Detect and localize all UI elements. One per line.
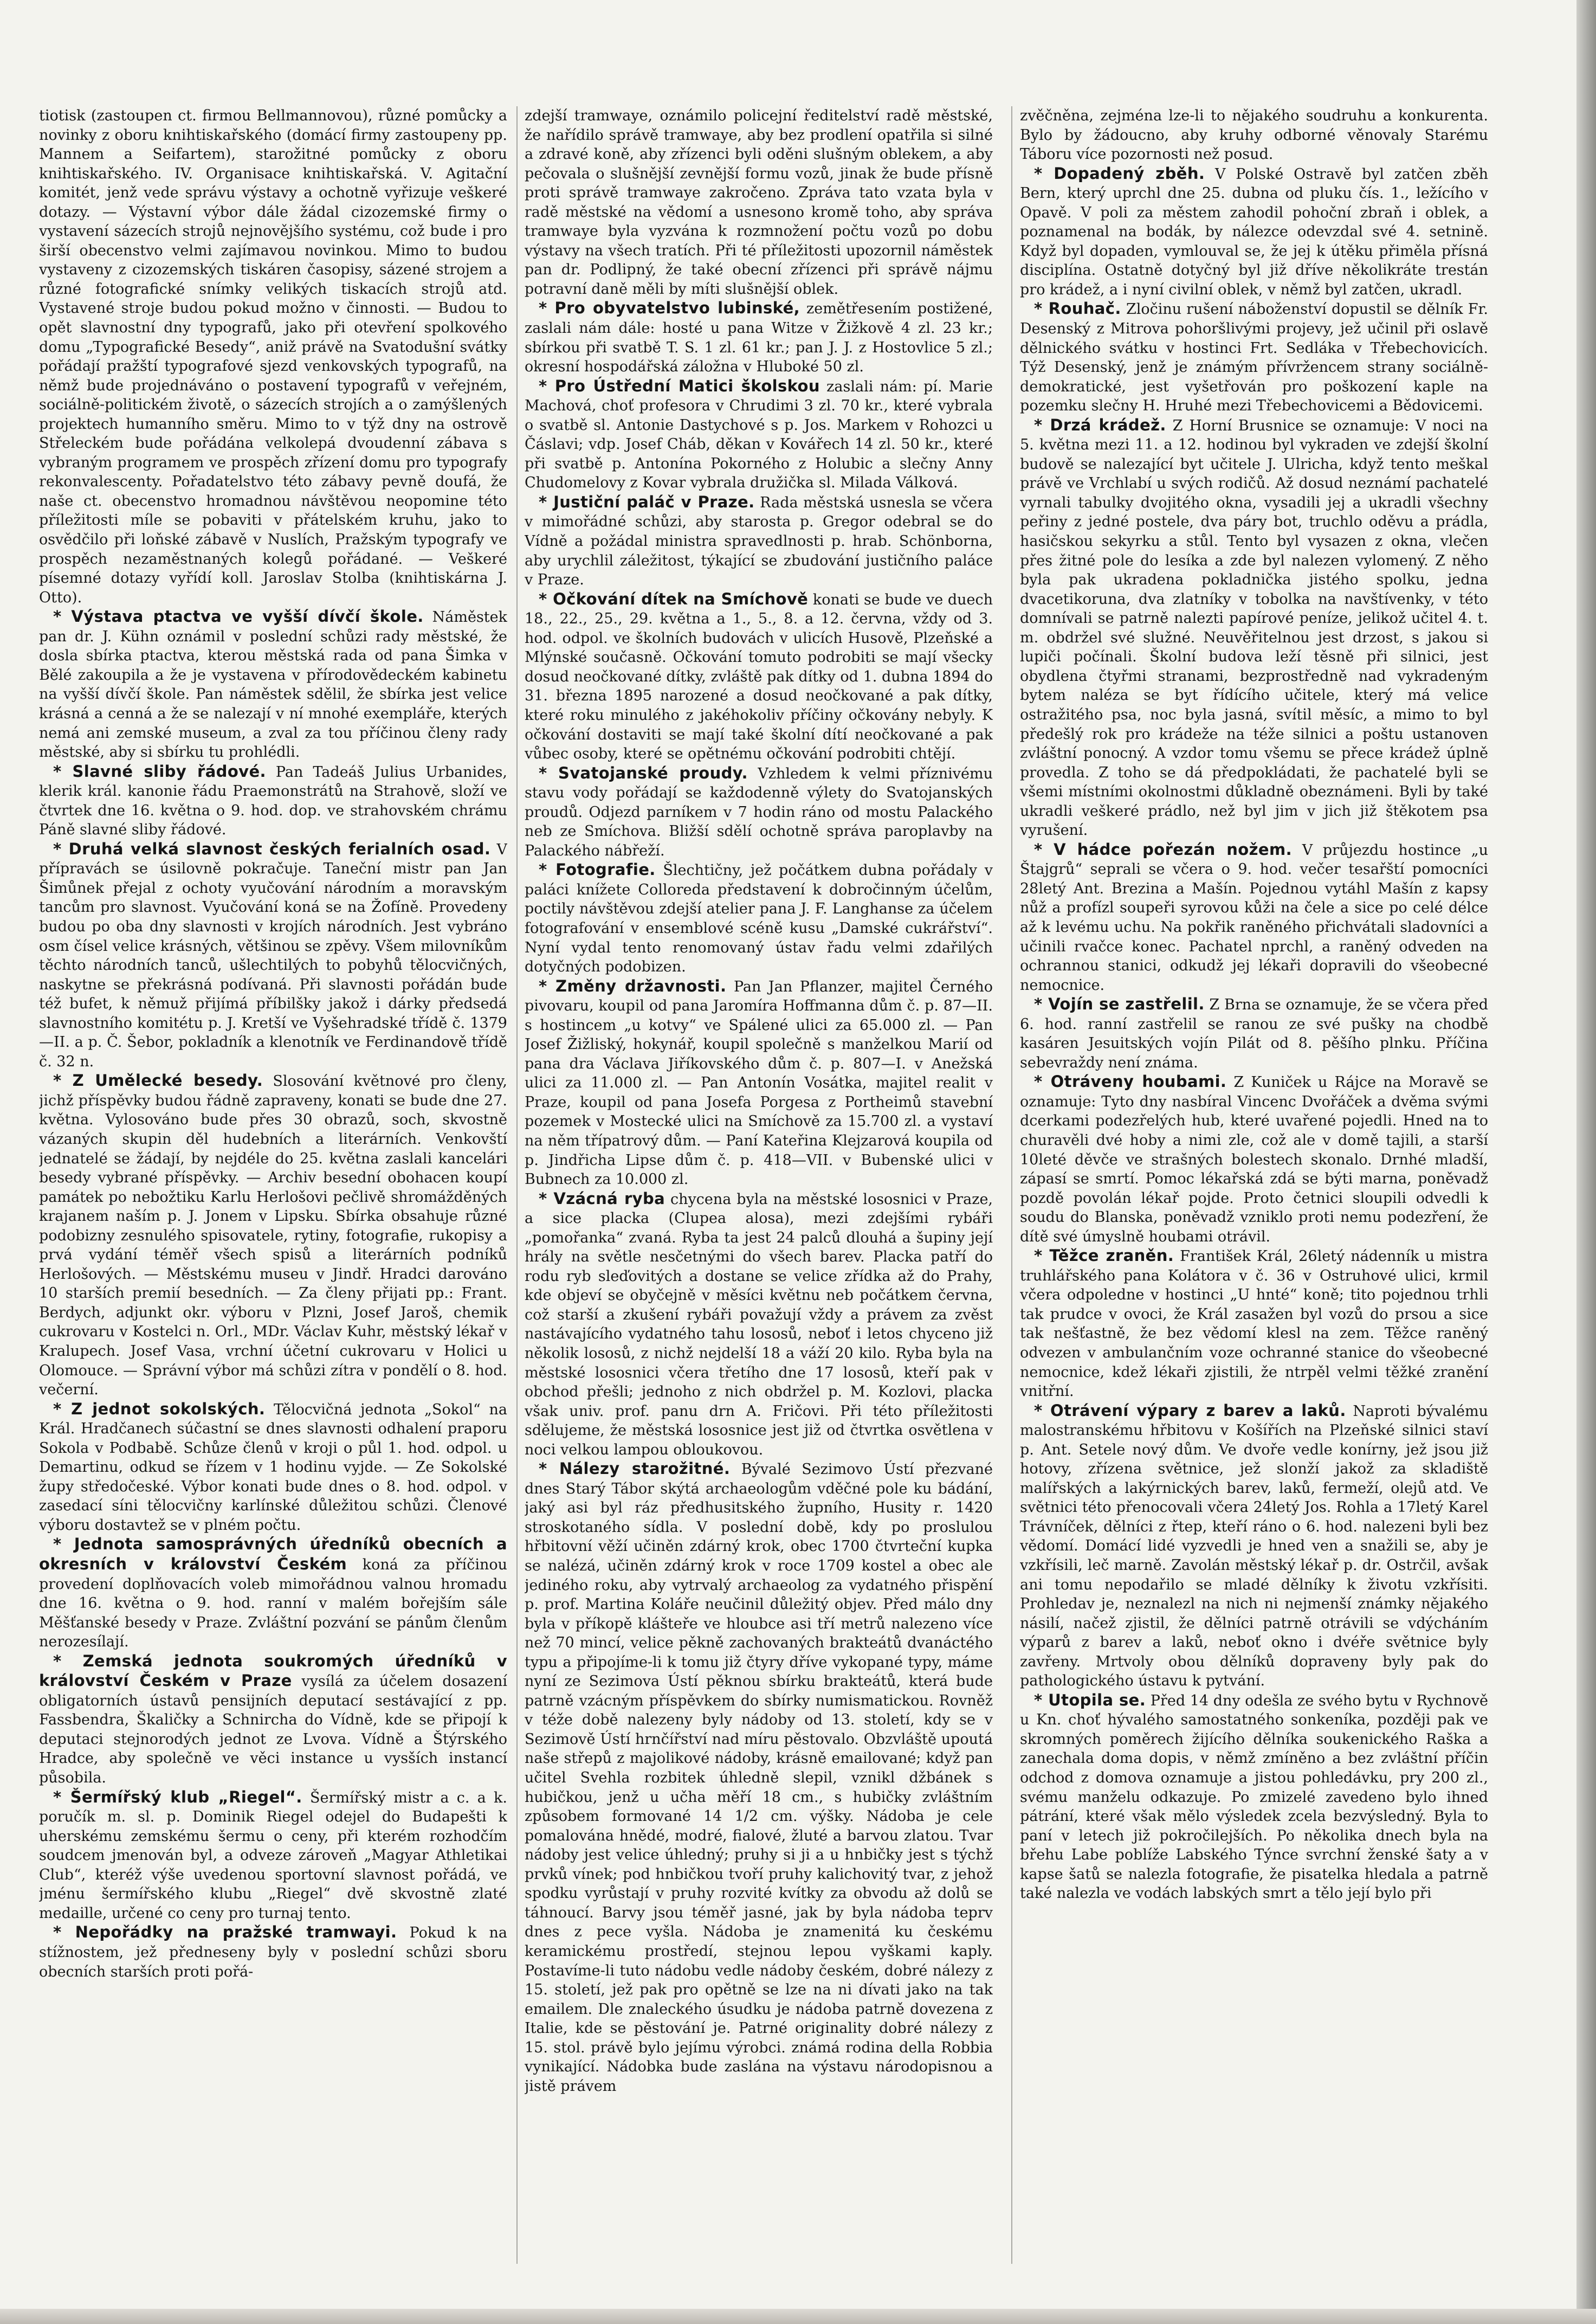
news-item	[525, 493, 993, 590]
news-item-body: Bývalé Sezimovo Ústí přezvané dnes Starý Tábor skýtá archaeologům vděčné pole ku bádání, jaký asi byl ráz předhusitského župního, Husity r. 1420 stroskotaného sídla. V poslední době, kdy po proslulou hřbitovní věží učiněn zdárný krok, obec 1700 čtvrteční kupka se nalézá, učiněn zdárný krok v roce 1709 kostel a obec ale jediného roku, aby vytrvalý archaeolog za vydatného přispění p. prof. Martina Koláře neučinil důležitý objev. Před málo dny byla v příkopě klášteře ve hloubce asi tří metrů nalezeno více než 70 mincí, velice pěkně zachovaných brakteátů dvanáctého typu a připojíme-li k tomu již čtyry dříve vykopané typy, máme nyní ze Sezimova Ústí pěknou sbírku brakteátů, která bude patrně vzácným příspěvkem do sbírky numismatickou. Rovněž v téže době nalezeny byly nádoby od 13. století, kdy se v Sezimově Ústí hrnčířství nad míru pěstovalo. Obzvláště upoutá naše střepů z majolikové nádoby, krásně emailované; když pan učitel Svehla rozbitek úhledně slepil, vznikl džbánek s hubičkou, jenž u učha měří 18 cm., s hubičky zvláštním způsobem formované 14 1/2 cm. výšky. Nádoba je cele pomalována hnědé, modré, fialové, žluté a barvou zlatou. Tvar nádoby jest velice úhledný; pruhy si ji a u hnbičky jest s týchž prvků vínek; pod hnbičkou tvoří pruhy kalichovitý tvar, z jehož spodku vyrůstají v pruhy rozvité kvítky za obvodu až dolů se táhnoucí. Barvy jsou téměř jasné, jak by byla nádoba teprv dnes z pece vyšla. Nádoba je znamenitá ku českému keramickému prostředí, stejnou lepou vyškami kaply. Postavíme-li tuto nádobu vedle nádoby českém, dobré nálezy z 15. století, jež pak pro opětně se lze na ni dívati jako na tak emailem. Dle znaleckého úsudku je nádoba patrně dovezena z Italie, kde se pěstování je. Patrné originality dobré nálezy z 15. stol. právě bylo jejímu výrobci. známá rodina della Robbia vynikající. Nádobka bude zaslána na výstavu národopisnou a jistě právem	[525, 1461, 993, 2095]
news-item-headline: * Otráveny houbami.	[1034, 1072, 1227, 1091]
news-item-body: Rada městská usnesla se včera v mimořádné schůzi, aby starosta p. Gregor odebral se do Vídně a požádal ministra spravedlnosti p. hrab. Schönborna, aby urychlil záležitost, týkající se zbudování justičního paláce v Praze.	[525, 494, 993, 589]
text-column-right	[1020, 106, 1488, 2269]
news-item-body: Z Brna se oznamuje, že se včera před 6. hod. ranní zastřelil se ranou ze své pušky na chodbě kasáren Jesuitských vojín Pilát od 8. pěšího plnku. Příčina sebevraždy není známa.	[1020, 996, 1488, 1071]
news-item-body: zemětřesením postižené, zaslali nám dále: hosté u pana Witze v Žižkově 4 zl. 23 kr.; sbírkou při svatbě T. S. 1 zl. 61 kr.; pan J. J. z Hostovlice 5 zl.; okresní hospodářská záložna v Hluboké 50 zl.	[525, 300, 993, 376]
news-item-headline: * Šermířský klub „Riegel“.	[53, 1787, 302, 1806]
news-item-headline: * Nálezy starožitné.	[539, 1459, 731, 1478]
continued-paragraph: tiotisk (zastoupen ct. firmou Bellmannovou), různé pomůcky a novinky z oboru knihtiskařského (domácí firmy zastoupeny pp. Mannem a Seifartem), starožitné pomůcky z oboru knihtiskařského. IV. Organisace knihtiskařská. V. Agitační komitét, jenž vede správu výstavy a ochotně vyřizuje veškeré dotazy. — Výstavní výbor dále žádal cizozemské firmy o vystavení sázecích strojů nejnovějšího systému, což bude i pro širší obecenstvo velmi zajímavou novinkou. Mimo to budou vystaveny z cizozemských tiskáren časopisy, sázené strojem a různé fotografické snímky velikých tiskacích strojů atd. Vystavené stroje budou pokud možno v činnosti. — Budou to opět slavnostní dny typografů, jako při otevření spolkového domu „Typografické Besedy“, aniž právě na Svatodušní svátky pořádají pražští typografové sjezd venkovských typografů, na němž bude projednáváno o postavení typografů v veřejném, sociálně-politickém životě, o sázecích strojích a o zamýšlených projektech humanního směru. Mimo to v týž dny na ostrově Střeleckém bude pořádána velkolepá dvoudenní zábava s vybraným programem ve prospěch zřízení domu pro typografy rekonvalescenty. Pořadatelstvo této zábavy pevně doufá, že naše ct. obecenstvo hromadnou návštěvou neopomine této příležitosti míle se pobaviti v přátelském kruhu, jako to osvědčilo při loňské zábavě v Nuslích, Pražským typografy ve prospěch nezaměstnaných kolegů pořádané. — Veškeré písemné dotazy vyřídí koll. Jaroslav Stolba (knihtiskárna J. Otto).	[39, 107, 507, 606]
news-item-headline: * Druhá velká slavnost českých ferialních osad.	[53, 839, 491, 858]
news-item-body: chycena byla na městské lososnici v Praze, a sice placka (Clupea alosa), mezi zdejšími rybáři „pomořanka“ zvaná. Ryba ta jest 24 palců dlouhá a šupiny její hrály na světle nesčetnými do všech barev. Placka patří do rodu ryb sleďovitých a dostane se velice zřídka až do Prahy, kde objeví se obyčejně v měsíci květnu neb počátkem června, což starší a zkušení rybáři považují vždy a právem za zvěst nastávajícího vydatného tahu lososů, neboť i letos chyceno již několik lososů, z nichž nejdelší 18 a váží 20 kilo. Ryba byla na městské lososnici včera třetího dne 17 lososů, kteří pak v obchod přešli; jednoho z nich obdržel p. M. Kozlovi, placka však univ. prof. panu drn A. Fričovi. Při této příležitosti sdělujeme, že městská lososnice jest již od čtvrtka osvětlena v noci velkou lampou obloukovou.	[525, 1190, 993, 1458]
news-item-body: Pan Jan Pflanzer, majitel Černého pivovaru, koupil od pana Jaromíra Hoffmanna dům č. p. 87—II. s hostincem „u kotvy“ ve Spálené ulici za 65.000 zl. — Pan Josef Žižliský, hokynář, koupil společně s manželkou Marií od pana dra Václava Jiříkovského dům č. p. 807—I. v Anežská ulici za 11.000 zl. — Pan Antonín Vosátka, majitel realit v Praze, koupil od pana Josefa Porgesa z Portheimů stavební pozemek v Mostecké ulici na Smíchově za 15.700 zl. a vystaví na něm třípatrový dům. — Paní Kateřina Klejzarová koupila od p. Jindřicha Lipse dům č. p. 418—VII. v Bubenské ulici v Bubnech za 10.000 zl.	[525, 978, 993, 1188]
news-item-headline: * Jednota samosprávných úředníků obecních a okresních v království Českém	[39, 1535, 507, 1574]
news-item	[525, 377, 993, 493]
news-item	[1020, 1072, 1488, 1246]
news-item	[39, 607, 507, 762]
news-item-headline: * Svatojanské proudy.	[539, 763, 748, 782]
text-column-left	[39, 106, 507, 2269]
news-item	[1020, 416, 1488, 840]
news-item-body: zaslali nám: pí. Marie Machová, choť profesora v Chrudimi 3 zl. 70 kr., které vybrala o svatbě sl. Antonie Dastychové s p. Jos. Markem v Rohozci u Čáslavi; vdp. Josef Cháb, děkan v Kovářech 14 zl. 50 kr., které při svatbě p. Antonína Pokorného z Holubic a slečny Anny Chudomelovy z Kovar vybrala družička sl. Milada Válková.	[525, 378, 993, 492]
column-divider	[516, 106, 518, 2264]
news-item-headline: * Nepořádky na pražské tramwayi.	[53, 1923, 397, 1942]
news-item-body: Vzhledem k velmi příznivému stavu vody pořádají se každodenně výlety do Svatojanských proudů. Odjezd parníkem v 7 hodin ráno od mostu Palackého neb ze Smíchova. Bližší sdělí ochotně správa paroplavby na Palackého nábřeží.	[525, 765, 993, 859]
news-item	[39, 840, 507, 1072]
news-item	[39, 1788, 507, 1923]
news-item-headline: * Slavné sliby řádové.	[53, 762, 266, 781]
news-item-body: František Král, 26letý nádenník u mistra truhlářského pana Kolátora v č. 36 v Ostruhové ulici, krmil včera odpoledne v hostinci „U hnté“ koně; tito pojednou trhli tak prudce v ovoci, že Král zasažen byl vozů do prsou a sice tak nešťastně, že bez vědomí klesl na zem. Těžce raněný odvezen v ambulančním voze ochranné stanice do všeobecné nemocnice, kdež lékaři zjistili, že ntrpěl velmi těžké zranění vnitřní.	[1020, 1248, 1488, 1400]
news-item	[1020, 840, 1488, 995]
news-item-headline: * Očkování dítek na Smíchově	[539, 589, 809, 608]
news-item-headline: * Vojín se zastřelil.	[1034, 995, 1205, 1014]
news-item-body: V průjezdu hostince „u Štajgrů“ seprali se včera o 9. hod. večer tesařští pomocníci 28letý Ant. Brezina a Mašín. Pojednou vytáhl Mašín z kapsy nůž a profízl soupeři syrovou kůži na čele a sice po celé délce až k levému uchu. Na pokřik raněného přichvátali sladovníci a učinili rvačce konec. Pachatel nprchl, a raněný odveden na ochrannou stanici, odkudž jej lékaři dopravili do všeobecné nemocnice.	[1020, 841, 1488, 994]
news-item	[525, 590, 993, 764]
continued-paragraph: zvěčněna, zejména lze-li to nějakého soudruhu a konkurenta. Bylo by žádoucno, aby kruhy odborné věnovaly Starému Táboru více pozornosti než posud.	[1020, 107, 1488, 163]
news-item-headline: * Pro obyvatelstvo lubinské,	[539, 299, 800, 318]
news-item-headline: * Rouhač.	[1034, 299, 1121, 318]
news-item-headline: * V hádce pořezán nožem.	[1034, 840, 1292, 859]
news-item-body: koná za příčinou provedení doplňovacích voleb mimořádnou valnou hromadu dne 16. května o 9. hod. ranní v malém bořejším sále Měšťanské besedy v Praze. Zvláštní pozvání se pánům členům nerozesílají.	[39, 1556, 507, 1651]
news-item-body: Z Horní Brusnice se oznamuje: V noci na 5. května mezi 11. a 12. hodinou byl vykraden ve zdejší školní budově se nalezající byt učitele J. Ulricha, když tento meškal právě ve Vrchlabí u svých rodičů. Až dosud neznámí pachatelé vyrnali tabulky dvojitého okna, vysadili jej a ukradli všechny peřiny z jedné postele, dva páry bot, truchlo oděvu a prádla, hasičskou sekyrku a stůl. Tento byl vysazen z okna, vlečen přes žitné pole do lesíka a zde byl nalezen vylomený. Z něho byla pak ukradena pokladnička jistého spolku, jedna dvacetikoruna, dva zlatníky v tobolka na navštívenky, v této domnívali se patrně nalezti papírové peníze, jelikož učitel 4. t. m. obdržel své služné. Neuvěřitelnou jest drzost, s jakou si lupiči počínali. Školní budova leží těsně při silnici, jest obydlena čtyřmi stranami, bezprostředně nad vykradeným bytem naléza se byt řídícího učitele, který má velice ostražitého psa, noc byla jasná, svítil měsíc, a mimo to byl předešlý rok pro krádeže na téže silnici a poštu ustanoven zvláštní ponocný. A vzdor tomu všemu se přece krádež úplně provedla. Z toho se dá předpokládati, že pachatelé byli se všemi místními okolnostmi důkladně obeznámeni. Byli by také ukradli veškeré prádlo, než byl jim v jich již štěkotem psa vyrušení.	[1020, 417, 1488, 839]
news-item	[39, 1923, 507, 1981]
news-item-body: Slosování květnové pro členy, jichž příspěvky budou řádně zapraveny, konati se bude dne 27. května. Vylosováno bude přes 30 obrazů, soch, skvostně vázaných skupin děl hudebních a literárních. Venkovští jednatelé se žádají, by nejdéle do 25. května zaslali kancelári besedy vybrané příspěvky. — Archiv besední obohacen koupí památek po nebožtiku Karlu Herlošovi pečlivě shromážděných krajanem naším p. J. Jonem v Lipsku. Sbírka obsahuje různé podobizny zesnulého spisovatele, rytiny, fotografie, rukopisy a prvá vydání téměř všech spisů a literárních podníků Herlošových. — Městskému museu v Jindř. Hradci darováno 10 starších premií besedních. — Za členy přijati pp.: Frant. Berdych, adjunkt okr. výboru v Plzni, Josef Jaroš, chemik cukrovaru v Kostelci n. Orl., MDr. Václav Kuhr, městský lékař v Kralupech. Josef Vasa, vrchní účetní cukrovaru v Holici u Olomouce. — Správní výbor má schůzi zítra v pondělí o 8. hod. večerní.	[39, 1073, 507, 1399]
news-item	[39, 762, 507, 840]
news-item-headline: * Zemská jednota soukromých úředníků v království Českém v Praze	[39, 1651, 507, 1690]
news-item-headline: * Těžce zraněn.	[1034, 1246, 1174, 1265]
news-item-headline: * Drzá krádež.	[1034, 415, 1166, 434]
news-item-headline: * Změny državnosti.	[539, 976, 727, 995]
scan-edge-right	[1576, 0, 1596, 2324]
news-item	[39, 1535, 507, 1651]
news-item-headline: * Utopila se.	[1034, 1690, 1146, 1709]
news-item-body: Naproti bývalému malostranskému hřbitovu v Košířích na Plzeňské silnici staví p. Ant. Setele nový dům. Ve dvoře vedle konírny, jež jsou již hotovy, zřízena světnice, jež slonží jakož za skladiště malířských a lakýrnických barev, laků, fermeží, olejů atd. Ve světnici této přenocovali včera 24letý Jos. Rohla a 17letý Karel Trávníček, dělníci z řtep, kteří ráno o 6. hod. nalezeni byli bez vědomí. Domácí lidé vyzvedli je hned ven a snažili se, aby je vzkřísili, leč marně. Zavolán městský lékař p. dr. Ostrčil, avšak ani tomu nepodařilo se mladé dělníky k životu vzkřísiti. Prohledav je, neznalezl na nich ni nejmenší známky nějakého násilí, načež zjistil, že dělníci patrně otrávili se vdýcháním výparů z barev a laků, neboť okno i dvéře světnice byly zavřeny. Mrtvoly obou dělníků dopraveny byly pak do pathologického ústavu k pytvání.	[1020, 1402, 1488, 1690]
news-item	[525, 860, 993, 976]
news-item	[525, 299, 993, 376]
news-item	[1020, 164, 1488, 300]
news-item	[1020, 299, 1488, 415]
news-item-body: Pan Tadeáš Julius Urbanides, klerik král. kanonie řádu Praemonstrátů na Strahově, složí ve čtvrtek dne 16. května o 9. hod. dop. ve strahovském chrámu Páně slavné sliby řádové.	[39, 763, 507, 839]
news-item-body: Tělocvičná jednota „Sokol“ na Král. Hradčanech súčastní se dnes slavnosti odhalení praporu Sokola v Podbabě. Schůze členů v kroji o půl 1. hod. odpol. u Demartinu, odkud se řízem v 1 hodinu vyjde. — Ze Sokolské župy středočeské. Výbor konati bude dnes o 8. hod. odpol. v zasedací síni tělocvičny karlínské důležitou schůzi. Členové výboru dostavtež se v plném počtu.	[39, 1401, 507, 1534]
news-item-body: Náměstek pan dr. J. Kühn oznámil v poslední schůzi rady městské, že dosla sbírka ptactva, kterou městská rada od pana Šimka v Bělé zakoupila a že je vystavena v přírodovědeckém kabinetu na vyšší dívčí škole. Pan náměstek sdělil, že sbírka jest velice krásná a cenná a že se nalezají v ní mnohé exempláře, kterých nemá ani zemské museum, a zval za tou příčinou členy rady městské, aby si sbírku tu prohlédli.	[39, 609, 507, 761]
news-item-body: vysílá za účelem dosazení obligatorních ústavů pensijních deputací sestávající z pp. Fassbendra, Škaličky a Schnircha do Vídně, kde se připojí k deputaci stejnorodých jednot ze Lvova. Vídně a Štýrského Hradce, aby společně ve věci instance u vysších instancí působila.	[39, 1673, 507, 1787]
news-item-headline: * Z jednot sokolských.	[53, 1399, 266, 1418]
continued-paragraph: zdejší tramwaye, oznámilo policejní ředitelství radě městské, že nařídilo správě tramwaye, aby bez prodlení opatřila si silné a zdravé koně, aby zřízenci byli oděni slušným oblekem, a aby pečovala o slušnější zevnější formu vozů, jinak že bude přísně proti správě tramwaye zakročeno. Zpráva tato vzata byla v radě městské na vědomí a usnesono kromě toho, aby správa tramwaye byla vyzvána k rozmnožení počtu vozů po dobu výstavy na všech tratích. Při té příležitosti upozornil náměstek pan dr. Podlipný, že také obecní zřízenci při správě nájmu potravní daně měli by míti slušnější oblek.	[525, 107, 993, 298]
news-item	[39, 1400, 507, 1535]
news-item	[1020, 995, 1488, 1072]
news-item	[1020, 1246, 1488, 1401]
news-item	[525, 977, 993, 1189]
news-item-headline: * Vzácná ryba	[539, 1189, 665, 1208]
news-item	[525, 764, 993, 861]
news-item-body: Šermířský mistr a c. a k. poručík m. sl. p. Dominik Riegel odejel do Budapešti k uherskému zemskému šermu o ceny, při kterém rozhodčím soudcem jmenován byl, a odveze zároveň „Magyar Athletikai Club“, kteréž výše uvedenou sportovní slavnost pořádá, ve jménu šermířského klubu „Riegel“ dvě skvostně zlaté medaille, určené co ceny pro turnaj tento.	[39, 1789, 507, 1922]
news-item	[525, 1189, 993, 1460]
news-item	[39, 1071, 507, 1399]
news-item-body: Z Kuniček u Rájce na Moravě se oznamuje: Tyto dny nasbíral Vincenc Dvořáček a dvěma svými dcerkami podezřelých hub, které uvařené pojedli. Hned na to churavěli dvé hoby a nimi zle, což ale v domě tajili, a starší 10leté děvče ve strašných bolestech skonalo. Drnhé mladší, zápasí se smrtí. Pomoc lékařská zdá se býti marna, poněvadž pozdě povolán lékař pojde. Proto četnici sloupili odvedli k soudu do Blanska, poněvadž vzniklo proti nemu podezření, že dítě své úmyslně houbami otrávil.	[1020, 1074, 1488, 1245]
news-item-body: konati se bude ve duech 18., 22., 25., 29. května a 1., 5., 8. a 12. června, vždy od 3. hod. odpol. ve školních budovách v ulicích Husově, Plzeňské a Mlýnské současně. Očkování tomuto podrobiti se mají všecky dosud neočkované dítky, zvláště pak dítky od 1. dubna 1894 do 31. března 1895 narozené a dosud neočkované a pak dítky, které roku minulého z jakéhokoliv příčiny očkovány nebyly. K očkování dostaviti se mají také školní dítí neočkované a pak vůbec osoby, které se opětnému očkování podrobiti chtějí.	[525, 591, 993, 763]
news-item-headline: * Dopadený zběh.	[1034, 164, 1205, 183]
news-item-body: V Polské Ostravě byl zatčen zběh Bern, který uprchl dne 25. dubna od pluku čís. 1., ležícího v Opavě. V poli za městem zahodil pohoční zbraň i oblek, a poznamenal na bodák, by nálezce odevzdal své 4. setnině. Když byl dopaden, vymlouval se, že jej k útěku přiměla přísná disciplína. Ostatně dotyčný byl již dříve několikráte trestán pro krádež, a i nyní civilní oblek, v němž byl zatčen, ukradl.	[1020, 165, 1488, 298]
column-divider	[1011, 106, 1012, 2264]
news-item-body: Před 14 dny odešla ze svého bytu v Rychnově u Kn. choť hývalého samostatného sonkeníka, později pak ve skromných poměrech žijícího dělníka soukenického Raška a zanechala doma dopis, v němž zmíněno a bez zvláštní příčin odchod z domova oznamuje a jistou pohledávku, pry 200 zl., svému manželu odkazuje. Po zmizelé zavedeno bylo ihned pátrání, které však mělo výsledek zcela bezvýsledný. Byla to paní v letech již pokročilejších. Po několika dnech byla na břehu Labe poblíže Labského Týnce svrchní ženské šaty a v kapse šatů se nalezla fotografie, že pisatelka hledala a patrně také nalezla ve vodách labských smrt a tělo její bylo při	[1020, 1692, 1488, 1902]
scan-edge-bottom	[0, 2309, 1596, 2324]
news-item	[1020, 1401, 1488, 1691]
news-item-headline: * Otrávení výpary z barev a laků.	[1034, 1401, 1346, 1420]
news-item	[525, 1459, 993, 2096]
news-item-headline: * Fotografie.	[539, 860, 656, 879]
news-item-headline: * Pro Ústřední Matici školskou	[539, 376, 820, 395]
news-item-headline: * Justiční paláč v Praze.	[539, 492, 755, 511]
news-item-body: Šlechtičny, jež počátkem dubna pořádaly v paláci knížete Colloreda představení k dobročinným účelům, poctily návštěvou zdejší atelier pana J. F. Langhanse za účelem fotografování v ensemblové scéně kusu „Damské cukrářství“. Nyní vydal tento renomovaný ústav řadu velmi zdařilých dotyčných podobizen.	[525, 862, 993, 976]
news-item	[39, 1652, 507, 1788]
text-column-middle	[525, 106, 993, 2269]
news-item-body: Pokud k na stížnostem, jež předneseny byly v poslední schůzi sboru obecních starších proti pořá-	[39, 1924, 507, 1980]
news-item-headline: * Výstava ptactva ve vyšší dívčí škole.	[53, 607, 424, 626]
news-item-body: Zločinu rušení náboženství dopustil se dělník Fr. Desenský z Mitrova pohoršlivými projevy, jež učinil při oslavě dělnického svátku v hostinci Frt. Sedláka v Třebechovicích. Týž Desenský, jenž je známým přívržencem strany sociálně-demokratické, jest vyšetřován pro poškození kaple na pozemku slečny H. Hruhé mezi Třebechovicemi a Bědovicemi.	[1020, 301, 1488, 415]
news-item	[1020, 1691, 1488, 1903]
news-item-headline: * Z Umělecké besedy.	[53, 1071, 263, 1090]
news-item-body: V přípravách se úsilovně pokračuje. Taneční mistr pan Jan Šimůnek přejal z ochoty vyučování národním a moravským tancům pro slavnost. Vyučování koná se na Žofíně. Provedeny budou po oba dny slavnosti v krojích národních. Jest vybráno osm čísel velice krásných, většinou se zpěvy. Všem milovníkům těchto národních tanců, ušlechtilých to pobyhů tělocvičných, naskytne se překrásná podívaná. Při slavnosti pořádán bude též bufet, k němuž přijímá příbilšky jakož i dárky předsedá slavnostního komitétu p. J. Kretší ve Vyšehradské třídě č. 1379—II. a p. Č. Šebor, pokladník a klenotník ve Ferdinandově třídě č. 32 n.	[39, 841, 507, 1070]
